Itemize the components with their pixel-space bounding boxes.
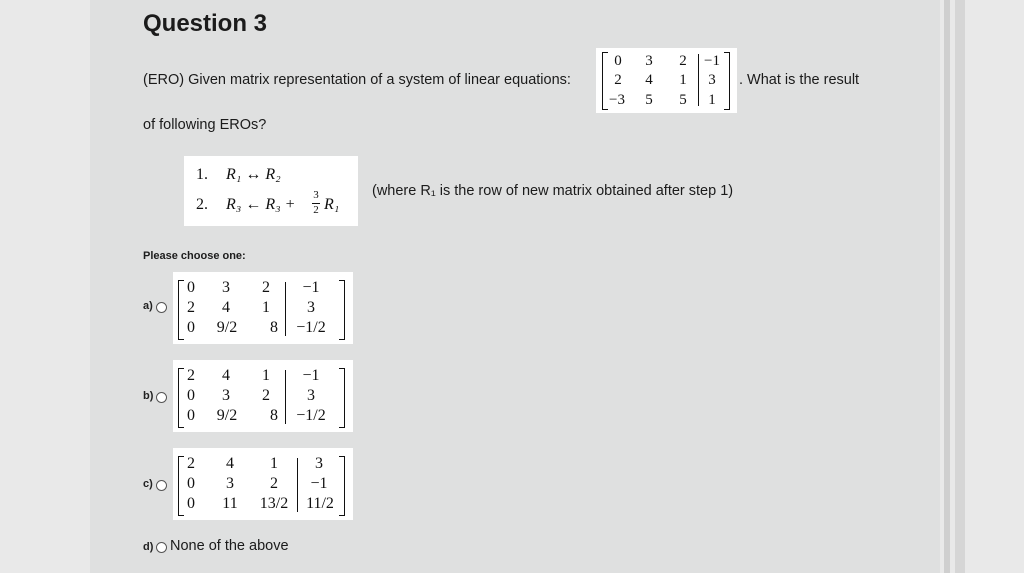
scrollbar-track[interactable] (944, 0, 950, 573)
left-bracket (178, 368, 184, 428)
matrix-cell: 8 (270, 407, 278, 424)
step-note: (where R₁ is the row of new matrix obtained after step 1) (372, 183, 734, 199)
option-a-radio[interactable] (156, 302, 167, 313)
matrix-cell: 4 (645, 72, 653, 88)
matrix-cell: 3 (222, 279, 230, 296)
matrix-cell: 13/2 (259, 495, 289, 512)
matrix-cell: −1/2 (296, 319, 326, 336)
scrollbar-thumb[interactable] (955, 0, 965, 573)
question-matrix (596, 48, 737, 113)
matrix-cell: 0 (187, 407, 195, 424)
option-b-radio[interactable] (156, 392, 167, 403)
step-number: 1. (196, 166, 208, 183)
matrix-cell: 2 (187, 299, 195, 316)
matrix-cell: 0 (187, 495, 195, 512)
matrix-cell: 1 (270, 455, 278, 472)
matrix-cell: 3 (315, 455, 323, 472)
matrix-cell: 2 (187, 367, 195, 384)
matrix-cell: −3 (609, 92, 625, 108)
question-intro: (ERO) Given matrix representation of a system of linear equations: (143, 72, 571, 88)
matrix-cell: 3 (645, 53, 653, 69)
step-number: 2. (196, 196, 208, 213)
matrix-cell: 3 (222, 387, 230, 404)
option-b-matrix[interactable] (173, 360, 353, 432)
matrix-cell: 4 (222, 299, 230, 316)
matrix-cell: −1 (310, 475, 328, 492)
matrix-cell: 2 (262, 279, 270, 296)
matrix-cell: 11 (222, 495, 238, 512)
option-d-letter: d) (143, 541, 154, 553)
left-bracket (178, 456, 184, 516)
step-tail: R₁ (324, 196, 340, 213)
matrix-cell: 0 (187, 319, 195, 336)
matrix-cell: 0 (187, 279, 195, 296)
step-text: R₁ ↔ R₂ (226, 166, 281, 183)
matrix-cell: 5 (679, 92, 687, 108)
question-after-matrix: . What is the result (739, 72, 860, 88)
step-text: R₃ ← R₃ + (226, 196, 296, 213)
matrix-cell: 4 (226, 455, 234, 472)
right-bracket (339, 280, 345, 340)
matrix-cell: 9/2 (216, 407, 238, 424)
matrix-cell: 8 (270, 319, 278, 336)
matrix-cell: −1 (302, 367, 320, 384)
matrix-cell: 2 (270, 475, 278, 492)
matrix-cell: 1 (708, 92, 716, 108)
option-a-letter: a) (143, 300, 153, 312)
matrix-cell: 1 (262, 299, 270, 316)
left-bracket (178, 280, 184, 340)
option-c-letter: c) (143, 478, 153, 490)
right-bracket (724, 52, 730, 110)
matrix-cell: 3 (307, 387, 315, 404)
fraction-denominator: 2 (313, 204, 319, 216)
option-c-matrix[interactable] (173, 448, 353, 520)
matrix-cell: 0 (187, 475, 195, 492)
matrix-cell: 0 (187, 387, 195, 404)
matrix-cell: 2 (187, 455, 195, 472)
matrix-cell: −1/2 (296, 407, 326, 424)
option-d-text[interactable]: None of the above (170, 538, 289, 554)
matrix-cell: 3 (708, 72, 716, 88)
matrix-cell: 2 (262, 387, 270, 404)
matrix-cell: 11/2 (306, 495, 334, 512)
question-continuation: of following EROs? (143, 117, 267, 133)
fraction-numerator: 3 (313, 189, 319, 201)
augment-bar (285, 370, 286, 424)
matrix-cell: 3 (307, 299, 315, 316)
matrix-cell: −1 (302, 279, 320, 296)
matrix-cell: 9/2 (216, 319, 238, 336)
right-bracket (339, 368, 345, 428)
augment-bar (285, 282, 286, 336)
option-a-matrix[interactable] (173, 272, 353, 344)
matrix-cell: 2 (614, 72, 622, 88)
matrix-cell: 1 (679, 72, 687, 88)
option-d-radio[interactable] (156, 542, 167, 553)
matrix-cell: 4 (222, 367, 230, 384)
matrix-cell: 1 (262, 367, 270, 384)
choose-prompt: Please choose one: (143, 250, 246, 262)
option-b-letter: b) (143, 390, 154, 402)
ero-steps (184, 156, 358, 226)
matrix-cell: 0 (614, 53, 622, 69)
matrix-cell: −1 (704, 53, 720, 69)
option-c-radio[interactable] (156, 480, 167, 491)
matrix-cell: 5 (645, 92, 653, 108)
question-title: Question 3 (143, 10, 268, 37)
matrix-cell: 3 (226, 475, 234, 492)
augment-bar (297, 458, 298, 512)
matrix-cell: 2 (679, 53, 687, 69)
augment-bar (698, 54, 699, 106)
